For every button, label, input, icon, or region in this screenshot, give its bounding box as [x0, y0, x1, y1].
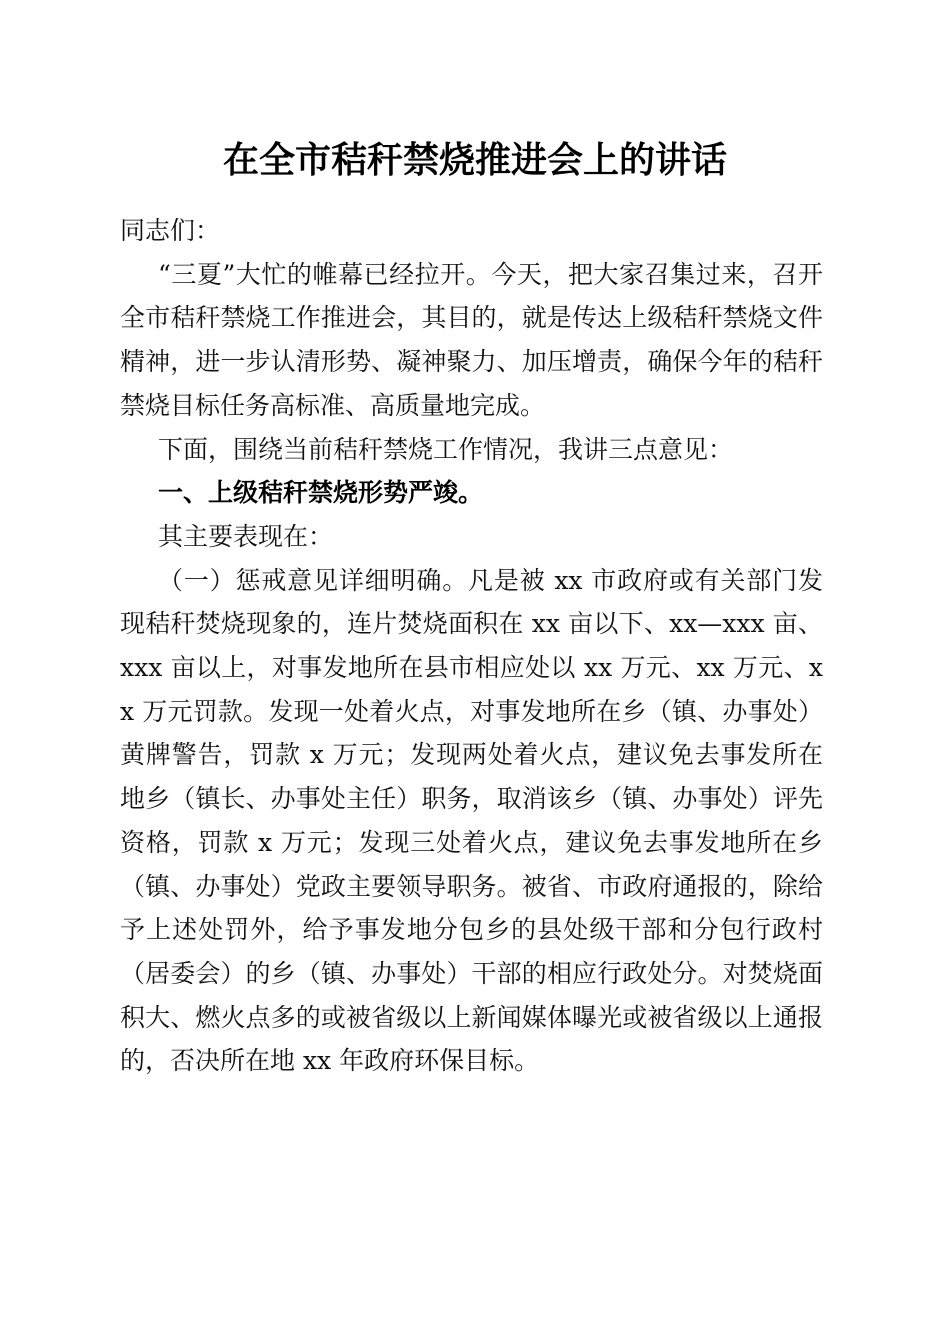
document-title: 在全市秸秆禁烧推进会上的讲话	[222, 139, 727, 181]
salutation: 同志们：	[120, 216, 221, 245]
paragraph-opening: “三夏”大忙的帷幕已经拉开。今天，把大家召集过来，召开全市秸秆禁烧工作推进会，其目的，就是传达上级秸秆禁烧文件精神，进一步认清形势、凝神聚力、加压增责，确保今年的秸秆禁烧目标任务高标准、高质量地完成。	[120, 259, 823, 420]
section-heading: 一、上级秸秆禁烧形势严竣。	[158, 478, 484, 508]
document-body	[120, 209, 823, 1083]
paragraph-intro: 下面，围绕当前秸秆禁烧工作情况，我讲三点意见：	[158, 434, 734, 464]
paragraph-lead: 其主要表现在：	[158, 521, 334, 551]
paragraph-penalties: （一）惩戒意见详细明确。凡是被 xx 市政府或有关部门发现秸秆焚烧现象的，连片焚烧面积在 xx 亩以下、xx—xxx 亩、xxx 亩以上，对事发地所在县市相应处以 xx 万元、xx 万元、xx 万元罚款。发现一处着火点，对事发地所在乡（镇、办事处）黄牌警告，罚款 x 万元；发现两处着火点，建议免去事发所在地乡（镇长、办事处主任）职务，取消该乡（镇、办事处）评先资格，罚款 x 万元；发现三处着火点，建议免去事发地所在乡（镇、办事处）党政主要领导职务。被省、市政府通报的，除给予上述处罚外，给予事发地分包乡的县处级干部和分包行政村（居委会）的乡（镇、办事处）干部的相应行政处分。对焚烧面积大、燃火点多的或被省级以上新闻媒体曝光或被省级以上通报的，否决所在地 xx 年政府环保目标。	[120, 565, 823, 1076]
